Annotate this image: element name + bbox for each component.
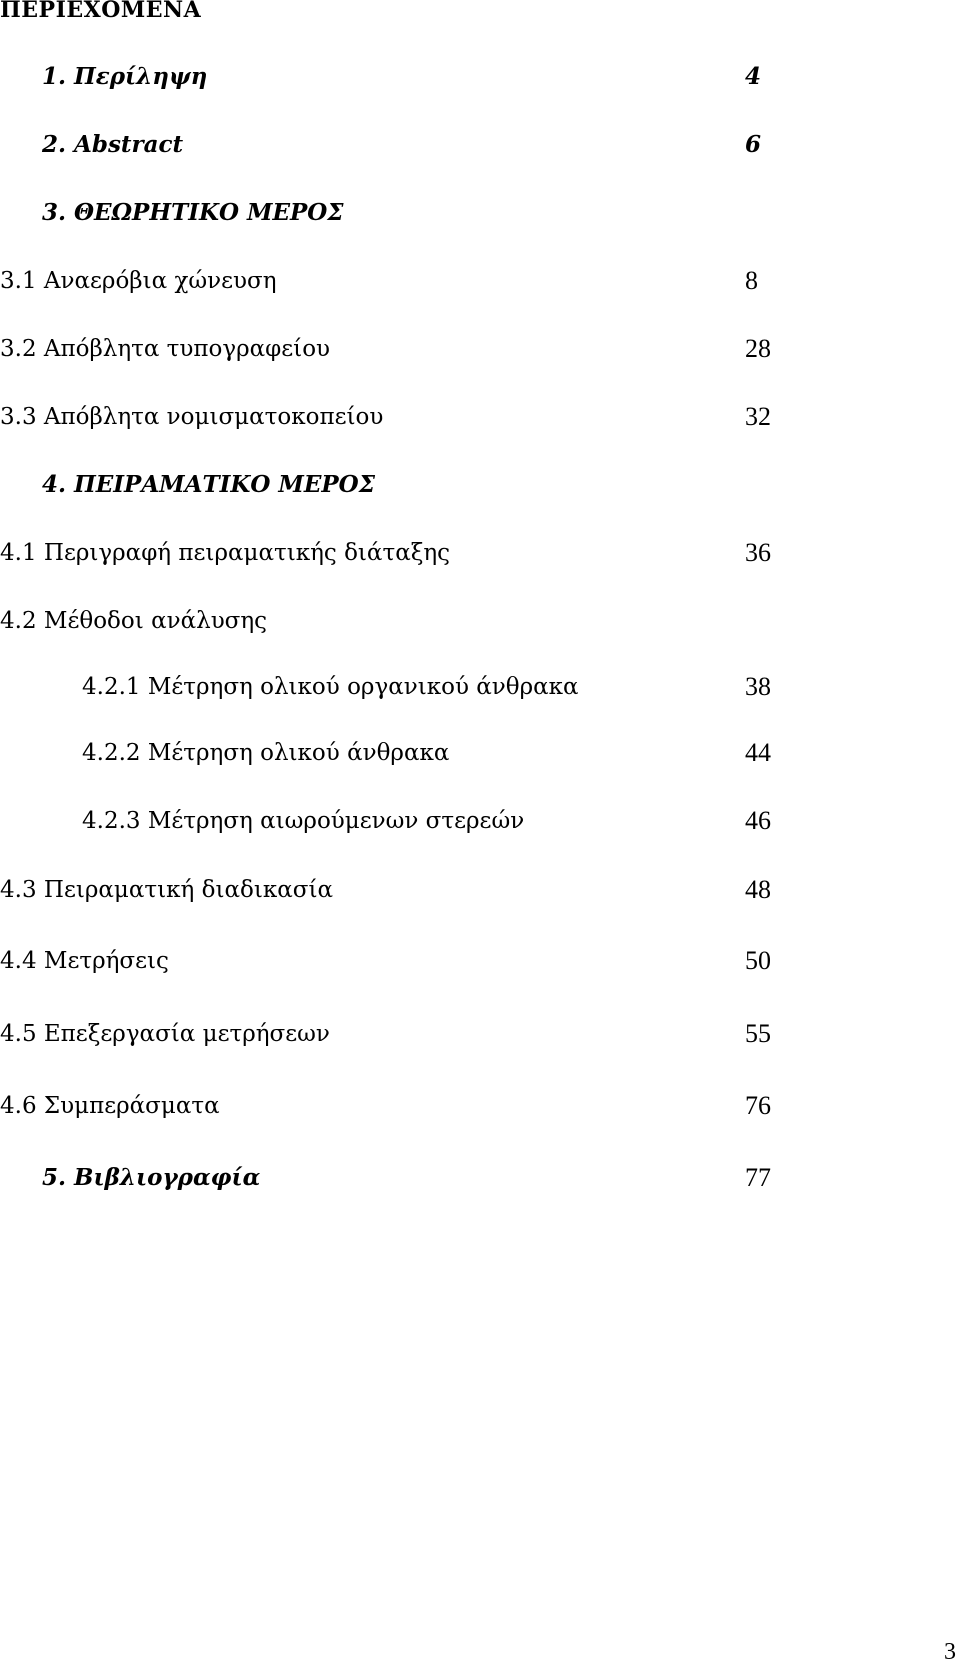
toc-entry-label: 4.2.2 Μέτρηση ολικού άνθρακα bbox=[82, 740, 450, 766]
toc-entry-page: 76 bbox=[745, 1091, 771, 1120]
toc-entry-4-2-2 bbox=[0, 733, 960, 773]
toc-entry-label: 3.2 Απόβλητα τυπογραφείου bbox=[0, 336, 331, 362]
toc-entry-3 bbox=[0, 193, 960, 233]
toc-entry-label: 4.2 Μέθοδοι ανάλυσης bbox=[0, 608, 268, 634]
toc-entry-1 bbox=[0, 57, 960, 97]
toc-entry-label: 4.2.3 Μέτρηση αιωρούμενων στερεών bbox=[82, 808, 525, 834]
toc-entry-page: 32 bbox=[745, 402, 771, 431]
toc-entry-4-2 bbox=[0, 601, 960, 641]
toc-entry-4-5 bbox=[0, 1014, 960, 1054]
toc-entry-label: 4.2.1 Μέτρηση ολικού οργανικού άνθρακα bbox=[82, 674, 579, 700]
toc-entry-label: 1. Περίληψη bbox=[42, 63, 208, 90]
toc-entry-4-3 bbox=[0, 870, 960, 910]
toc-entry-page: 77 bbox=[745, 1163, 771, 1192]
page-title: ΠΕΡΙΕΧΟΜΕΝΑ bbox=[0, 0, 202, 23]
toc-entry-label: 2. Abstract bbox=[42, 131, 184, 158]
toc-entry-4-6 bbox=[0, 1086, 960, 1126]
toc-entry-label: 4.3 Πειραματική διαδικασία bbox=[0, 877, 334, 903]
toc-entry-label: 3.3 Απόβλητα νομισματοκοπείου bbox=[0, 404, 384, 430]
toc-entry-label: 4.5 Επεξεργασία μετρήσεων bbox=[0, 1021, 330, 1047]
toc-entry-page: 28 bbox=[745, 334, 771, 363]
toc-entry-label: 3. ΘΕΩΡΗΤΙΚΟ ΜΕΡΟΣ bbox=[42, 199, 344, 226]
toc-entry-label: 4.1 Περιγραφή πειραματικής διάταξης bbox=[0, 540, 451, 566]
toc-entry-4 bbox=[0, 465, 960, 505]
toc-entry-page: 48 bbox=[745, 875, 771, 904]
toc-entry-3-1 bbox=[0, 261, 960, 301]
toc-entry-4-2-1 bbox=[0, 667, 960, 707]
toc-entry-page: 6 bbox=[745, 131, 762, 158]
toc-entry-page: 55 bbox=[745, 1019, 771, 1048]
toc-entry-page: 8 bbox=[745, 266, 758, 295]
toc-entry-4-4 bbox=[0, 941, 960, 981]
toc-entry-label: 4.6 Συμπεράσματα bbox=[0, 1093, 220, 1119]
toc-entry-label: 5. Βιβλιογραφία bbox=[42, 1164, 261, 1191]
toc-entry-3-3 bbox=[0, 397, 960, 437]
toc-entry-4-2-3 bbox=[0, 801, 960, 841]
toc-entry-label: 3.1 Αναερόβια χώνευση bbox=[0, 268, 277, 294]
toc-entry-page: 46 bbox=[745, 806, 771, 835]
toc-entry-page: 36 bbox=[745, 538, 771, 567]
toc-entry-page: 44 bbox=[745, 738, 771, 767]
page-number: 3 bbox=[944, 1639, 956, 1665]
toc-entry-4-1 bbox=[0, 533, 960, 573]
toc-entry-page: 4 bbox=[745, 63, 762, 90]
toc-entry-3-2 bbox=[0, 329, 960, 369]
toc-entry-2 bbox=[0, 125, 960, 165]
toc-entry-page: 38 bbox=[745, 672, 771, 701]
toc-entry-5 bbox=[0, 1158, 960, 1198]
toc-entry-page: 50 bbox=[745, 946, 771, 975]
toc-entry-label: 4. ΠΕΙΡΑΜΑΤΙΚΟ ΜΕΡΟΣ bbox=[42, 471, 375, 498]
toc-entry-label: 4.4 Μετρήσεις bbox=[0, 948, 169, 974]
